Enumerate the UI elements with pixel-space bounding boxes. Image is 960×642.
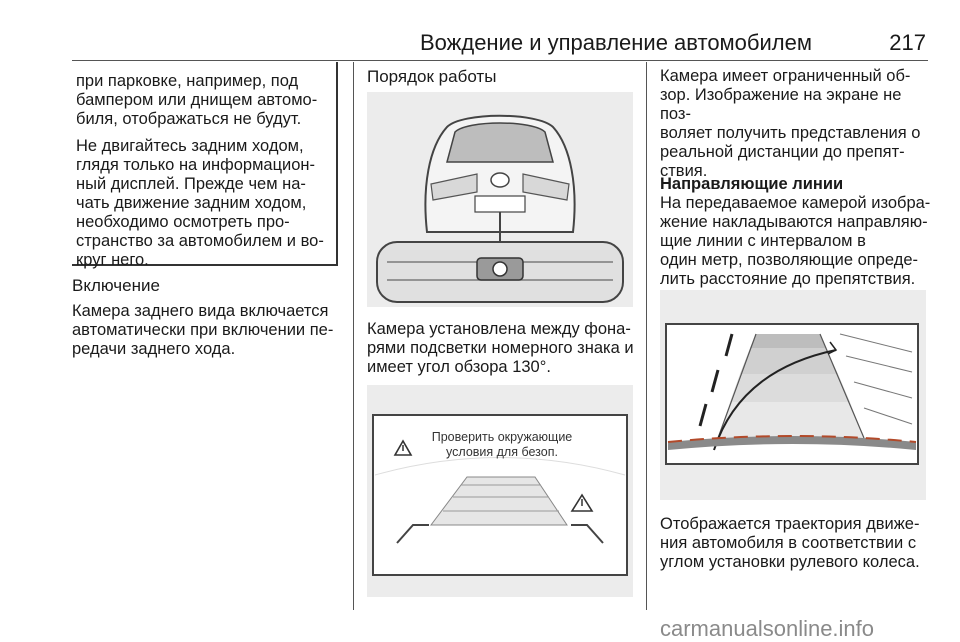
paragraph-line: один метр, позволяющие опреде- [660,251,919,269]
paragraph-line: воляет получить представления о [660,124,921,142]
warning-line: необходимо осмотреть про- [76,213,290,231]
paragraph-line: Отображается траектория движе- [660,515,920,533]
page-header-title: Вождение и управление автомобилем [419,30,812,55]
car-rear-figure [367,92,633,307]
rear-camera-display [367,385,633,597]
header-divider [72,60,928,61]
paragraph-line: редачи заднего хода. [72,340,236,358]
warning-line: биля, отображаться не будут. [76,110,302,128]
warning-line: Не двигайтесь задним ходом, [76,137,304,155]
paragraph-line: жение накладываются направляю- [660,213,928,231]
column3-intro [660,67,934,181]
warning-line: глядя только на информацион- [76,156,316,174]
section-activation [72,276,342,359]
caption-line: имеет угол обзора 130°. [367,358,551,376]
warning-line: при парковке, например, под [76,72,299,90]
guide-lines-section [660,175,934,289]
camera-caption [367,320,641,377]
display-message-line: Проверить окружающие [431,430,573,444]
paragraph-line: ния автомобиля в соответствии с [660,534,917,552]
paragraph-line: щие линии с интервалом в [660,232,866,250]
section-heading: Порядок работы [367,67,497,86]
paragraph-line: Камера заднего вида включается [72,302,329,320]
caption-line: рями подсветки номерного знака и [367,339,634,357]
warning-line: странство за автомобилем и во- [76,232,324,250]
watermark: carmanualsonline.info [660,616,875,641]
guide-lines-diagram [660,290,926,500]
trajectory-text [660,515,934,572]
warning-text [76,72,338,270]
warning-line: круг него. [76,251,149,269]
paragraph-line: ствия. [660,162,708,180]
section-heading: Включение [72,276,160,295]
paragraph-line: Камера имеет ограниченный об- [660,67,911,85]
paragraph-line: реальной дистанции до препят- [660,143,905,161]
column-divider-1 [353,62,354,610]
guide-lines-figure [660,290,926,500]
page-number: 217 [889,30,926,55]
warning-line: чать движение задним ходом, [76,194,307,212]
display-message-line: условия для безоп. [446,445,558,459]
paragraph-line: На передаваемое камерой изобра- [660,194,931,212]
warning-line: бампером или днищем автомо- [76,91,318,109]
display-figure [367,385,633,597]
subheading: Направляющие линии [660,175,844,193]
column-divider-2 [646,62,647,610]
paragraph-line: углом установки рулевого колеса. [660,553,920,571]
warning-line: ный дисплей. Прежде чем на- [76,175,306,193]
paragraph-line: автоматически при включении пе- [72,321,334,339]
paragraph-line: лить расстояние до препятствия. [660,270,916,288]
car-rear-illustration [367,92,633,307]
paragraph-line: зор. Изображение на экране не поз- [660,86,902,123]
section-operation [367,67,637,86]
caption-line: Камера установлена между фона- [367,320,631,338]
